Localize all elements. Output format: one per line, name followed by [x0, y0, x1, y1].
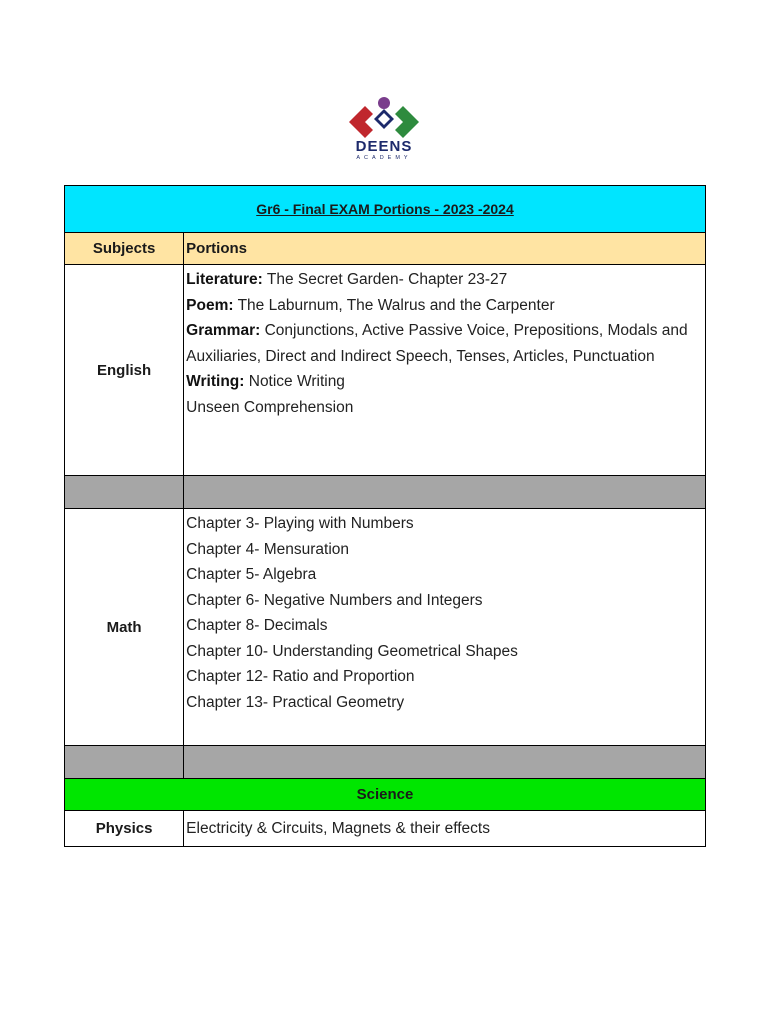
- line-text: Conjunctions, Active Passive Voice, Prepositions, Modals and: [260, 322, 688, 339]
- separator-cell: [65, 476, 184, 509]
- table-row-physics: [65, 811, 706, 847]
- english-line: [186, 293, 705, 319]
- exam-portions-table: [64, 185, 706, 847]
- header-row: [65, 233, 706, 265]
- logo-name: DEENS: [355, 138, 413, 155]
- separator-row: [65, 476, 706, 509]
- subjects-header: Subjects: [65, 233, 184, 265]
- english-line: [186, 369, 705, 395]
- table-row-english: [65, 265, 706, 476]
- line-label: Literature:: [186, 271, 263, 288]
- physics-portions: Electricity & Circuits, Magnets & their effects: [184, 811, 706, 847]
- separator-cell: [184, 746, 706, 779]
- line-text: Unseen Comprehension: [186, 398, 354, 416]
- line-label: Grammar:: [186, 322, 261, 339]
- english-portions: [184, 265, 706, 476]
- math-line: Chapter 3- Playing with Numbers: [186, 515, 414, 532]
- science-heading-row: [65, 779, 706, 811]
- english-line: [186, 318, 705, 344]
- separator-cell: [184, 476, 706, 509]
- math-line: Chapter 4- Mensuration: [186, 540, 350, 558]
- math-line: Chapter 10- Understanding Geometrical Shapes: [186, 642, 518, 660]
- math-portions: [184, 509, 706, 746]
- line-text: Auxiliaries, Direct and Indirect Speech, Tenses, Articles, Punctuation: [186, 347, 655, 365]
- subject-math: Math: [65, 509, 184, 746]
- table-row-math: [65, 509, 706, 746]
- english-line: [186, 267, 705, 293]
- math-line: Chapter 5- Algebra: [186, 566, 317, 583]
- math-line: Chapter 12- Ratio and Proportion: [186, 668, 415, 685]
- line-label: Writing:: [186, 373, 245, 390]
- math-line: Chapter 13- Practical Geometry: [186, 693, 405, 711]
- math-line: Chapter 6- Negative Numbers and Integers: [186, 591, 483, 609]
- english-line: [186, 344, 705, 370]
- title-row: [65, 186, 706, 233]
- table-title: Gr6 - Final EXAM Portions - 2023 -2024: [65, 186, 706, 233]
- science-heading: Science: [65, 779, 706, 811]
- line-text: The Secret Garden- Chapter 23-27: [262, 271, 508, 288]
- subject-physics: Physics: [65, 811, 184, 847]
- portions-header: Portions: [184, 233, 706, 265]
- logo-emblem-icon: [343, 95, 425, 139]
- separator-row: [65, 746, 706, 779]
- english-line: [186, 395, 705, 421]
- separator-cell: [65, 746, 184, 779]
- line-label: Poem:: [186, 296, 234, 314]
- math-line: Chapter 8- Decimals: [186, 617, 328, 634]
- deens-academy-logo: [343, 95, 425, 167]
- line-text: The Laburnum, The Walrus and the Carpenter: [233, 296, 555, 314]
- logo-tagline: ACADEMY: [356, 155, 412, 161]
- line-text: Notice Writing: [244, 373, 345, 390]
- subject-english: English: [65, 265, 184, 476]
